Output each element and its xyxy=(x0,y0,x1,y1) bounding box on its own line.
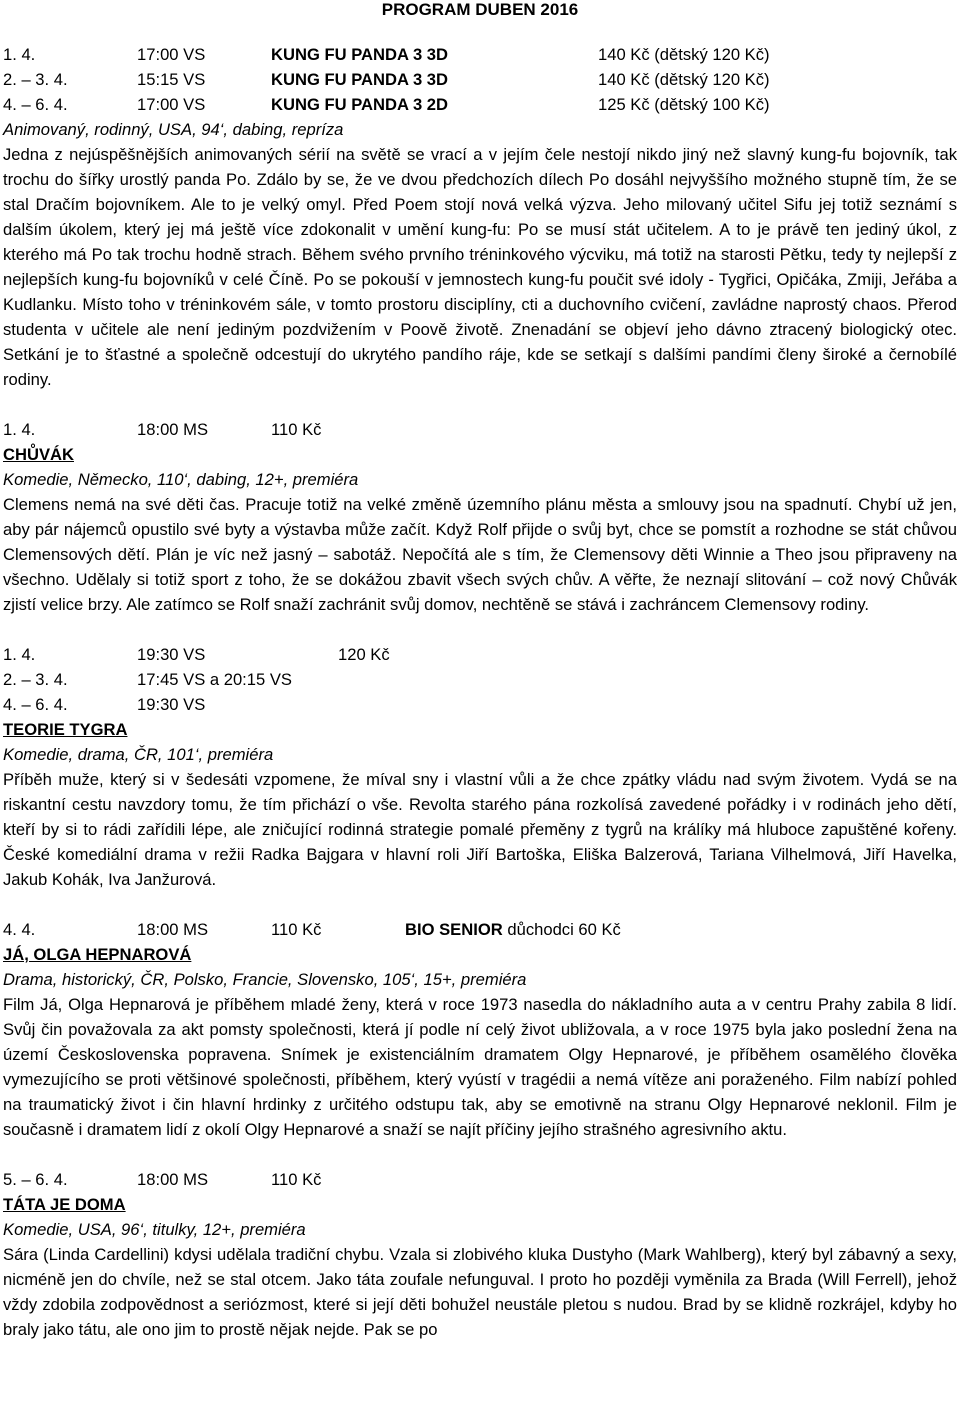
screening-time: 17:00 VS xyxy=(137,95,206,114)
film-description: Jedna z nejúspěšnějších animovaných sérií na světě se vrací a v jejím čele nestojí nikdo jiný než slavný kung-fu bojovník, tak trochu do šířky urostlý panda Po. Zdálo by se, že ve dvou předchozích dílech Po dosáhl nejvyššího možného stupně tím, že se stal Dračím bojovníkem. Ale to je velký omyl. Před Poem stojí nová velká výzva. Jeho milovaný učitel Sifu jej totiž seznámí s dalším úkolem, který jej má ještě více zdokonalit v umění kung-fu: Po se musí stát učitelem. A to je právě ten jediný úkol, z kterého má Po tak trochu hodně strach. Během svého prvního tréninkového výcviku, má totiž na starosti Pětku, tedy ty nejlepší z nejlepších kung-fu bojovníků v celé Číně. Po se pokouší v jemnostech kung-fu poučit své idoly - Tygřici, Opičáka, Zmiji, Jeřába a Kudlanku. Místo toho v tréninkovém sále, v tomto prostoru disciplíny, cti a duchovního cvičení, zavládne naprostý chaos. Přerod studenta v učitele ale není jediným pozdvižením v Poově životě. Znenadání se objeví jeho dávno ztracený biologický otec. Setkání je to šťastné a společně odcestují do ukrytého pandího ráje, kde se setkají s dalšími pandími členy široké a černobílé rodiny. xyxy=(3,145,957,389)
senior-price: důchodci 60 Kč xyxy=(507,920,621,939)
screening-time: 18:00 MS xyxy=(137,420,209,439)
schedule-row xyxy=(3,417,957,442)
schedule-row xyxy=(3,1167,957,1192)
film-description: Clemens nemá na své děti čas. Pracuje totiž na velké změně územního plánu města a smlouvy jsou na spadnutí. Chybí už jen, aby pár nájemců opustilo své byty a výstavba může začít. Když Rolf přijde o svůj byt, chce se pomstít a rozhodne se stát chůvou Clemensových dětí. Plán je víc než jasný – sabotáž. Nepočítá ale s tím, že Clemensovy děti Winnie a Theo jsou připraveny na všechno. Udělaly si totiž sport z toho, že se dokážou zbavit všech svých chův. A věřte, že neznají slitování – což nový Chůvák zjistí velice brzy. Ale zatímco se Rolf snaží zachránit svůj domov, nechtěně se stává i zachráncem Clemensovy rodiny. xyxy=(3,495,957,614)
screening-date: 4. – 6. 4. xyxy=(3,95,68,114)
film-kung-fu-panda xyxy=(3,42,957,392)
screening-film-name: KUNG FU PANDA 3 3D xyxy=(271,70,449,89)
film-teorie-tygra xyxy=(3,642,957,892)
film-title: TEORIE TYGRA xyxy=(3,720,128,739)
screening-price: 125 Kč (dětský 100 Kč) xyxy=(598,95,770,114)
screening-date: 2. – 3. 4. xyxy=(3,670,68,689)
film-title: JÁ, OLGA HEPNAROVÁ xyxy=(3,945,192,964)
screening-date: 1. 4. xyxy=(3,45,36,64)
screening-price: 110 Kč xyxy=(271,920,322,939)
film-info: Komedie, Německo, 110‘, dabing, 12+, premiéra xyxy=(3,470,359,489)
film-info: Komedie, drama, ČR, 101‘, premiéra xyxy=(3,745,274,764)
screening-film-name: KUNG FU PANDA 3 3D xyxy=(271,45,449,64)
film-info: Animovaný, rodinný, USA, 94‘, dabing, repríza xyxy=(3,120,344,139)
film-description: Sára (Linda Cardellini) kdysi udělala tradiční chybu. Vzala si zlobivého kluka Dustyho (Mark Wahlberg), který byl zábavný a sexy, nicméně jen do chvíle, než se stal otcem. Jako táta zoufale nefunguval. I proto ho později vyměnila za Brada (Will Ferrell), jehož vždy zdobila zodpovědnost a seriózmost, které si její děti bohužel neustále pletou s nudou. Brad by se klidně rozkrájel, kdyby ho braly jako tátu, ale ono jim to prostě nějak nejde. Pak se po xyxy=(3,1245,957,1339)
schedule-row xyxy=(3,667,957,692)
film-title: CHŮVÁK xyxy=(3,445,74,464)
screening-price: 140 Kč (dětský 120 Kč) xyxy=(598,70,770,89)
screening-time: 17:00 VS xyxy=(137,45,206,64)
schedule-row xyxy=(3,67,957,92)
schedule-row xyxy=(3,42,957,67)
film-tata-je-doma xyxy=(3,1167,957,1342)
screening-time: 15:15 VS xyxy=(137,70,206,89)
screening-time: 19:30 VS xyxy=(137,695,206,714)
screening-date: 4. 4. xyxy=(3,920,36,939)
film-description: Příběh muže, který si v šedesáti vzpomene, že míval sny i vlastní vůli a že chce zpátky vládu nad svým životem. Vydá se na riskantní cestu navzdory tomu, že tím přichází o vše. Revolta starého pána rozkolísá zavedené pořádky i v rodinách jeho dětí, kteří by si to rádi zařídili lépe, ale zničující rodinná strategie pomalé přeměny z tygrů na králíky má hluboce zapuštěné kořeny. České komediální drama v režii Radka Bajgara v hlavní roli Jiří Bartoška, Eliška Balzerová, Tariana Vilhelmová, Jiří Havelka, Jakub Kohák, Iva Janžurová. xyxy=(3,770,957,889)
schedule-row xyxy=(3,917,957,942)
film-info: Drama, historický, ČR, Polsko, Francie, Slovensko, 105‘, 15+, premiéra xyxy=(3,970,527,989)
schedule-row xyxy=(3,92,957,117)
film-title: TÁTA JE DOMA xyxy=(3,1195,126,1214)
screening-price: 140 Kč (dětský 120 Kč) xyxy=(598,45,770,64)
screening-time: 17:45 VS a 20:15 VS xyxy=(137,670,292,689)
schedule-row xyxy=(3,692,957,717)
screening-date: 1. 4. xyxy=(3,420,36,439)
program-page xyxy=(3,0,957,1342)
screening-film-name: KUNG FU PANDA 3 2D xyxy=(271,95,449,114)
screening-time: 18:00 MS xyxy=(137,920,209,939)
screening-date: 1. 4. xyxy=(3,645,36,664)
screening-price: 120 Kč xyxy=(338,645,390,664)
page-title: PROGRAM DUBEN 2016 xyxy=(381,0,579,19)
bio-senior-label: BIO SENIOR xyxy=(405,920,503,939)
bio-senior-note xyxy=(405,917,621,942)
screening-time: 19:30 VS xyxy=(137,645,206,664)
film-description: Film Já, Olga Hepnarová je příběhem mladé ženy, která v roce 1973 nasedla do nákladního auta a v centru Prahy zabila 8 lidí. Svůj čin považovala za akt pomsty společnosti, která jí podle ní celý život ubližovala, a v roce 1975 byla jako poslední žena na území Československa popravena. Snímek je existenciálním dramatem Olgy Hepnarové, je příběhem osamělého člověka vymezujícího se proti většinové společnosti, příběhem, který vyústí v tragédii a nemá vítěze ani poraženého. Film nabízí pohled na traumatický život i čin hlavní hrdinky z určitého odstupu tak, aby se emotivně na stranu Olgy Hepnarové neklonil. Film je současně i dramatem lidí z okolí Olgy Hepnarové a snaží se najít příčiny jejího strašného agresivního aktu. xyxy=(3,995,957,1139)
screening-time: 18:00 MS xyxy=(137,1170,209,1189)
screening-date: 2. – 3. 4. xyxy=(3,70,68,89)
screening-price: 110 Kč xyxy=(271,1170,322,1189)
film-ja-olga-hepnarova xyxy=(3,917,957,1142)
film-chuvak xyxy=(3,417,957,617)
schedule-row xyxy=(3,642,957,667)
screening-date: 4. – 6. 4. xyxy=(3,695,68,714)
screening-price: 110 Kč xyxy=(271,420,322,439)
film-info: Komedie, USA, 96‘, titulky, 12+, premiéra xyxy=(3,1220,306,1239)
screening-date: 5. – 6. 4. xyxy=(3,1170,68,1189)
